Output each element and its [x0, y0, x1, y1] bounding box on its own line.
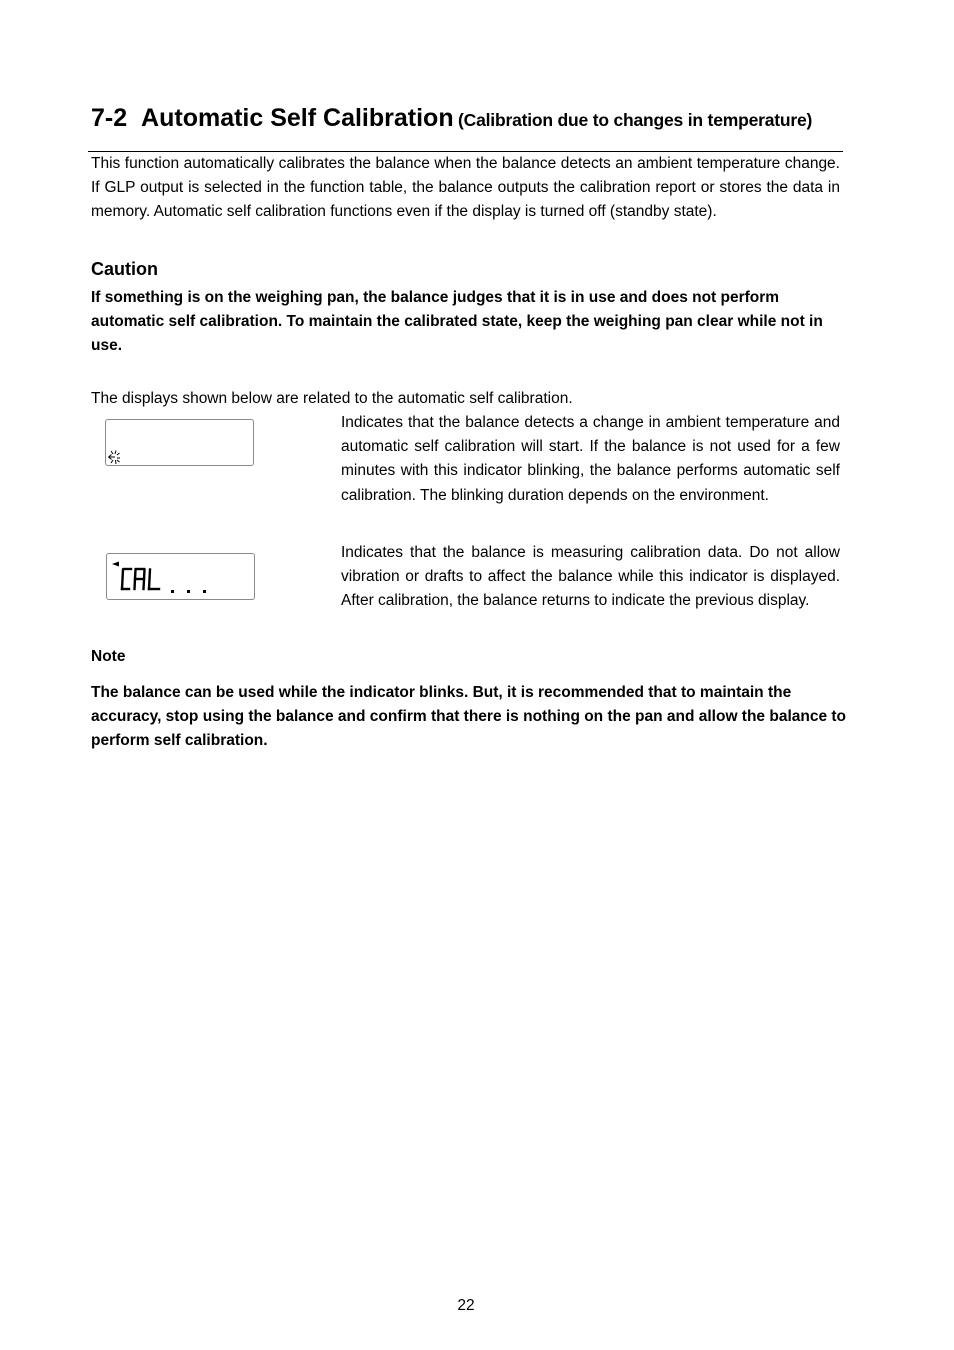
page-number: 22 [457, 1297, 475, 1314]
note-title: Note [91, 648, 126, 665]
section-number: 7-2 [91, 104, 128, 132]
caution-body: If something is on the weighing pan, the balance judges that it is in use and does not perform automatic self calibration. To maintain the calibrated state, keep the weighing pan clear while not in use. [91, 289, 823, 354]
section-title: Automatic Self Calibration [141, 104, 454, 132]
lcd-display-blinking-indicator [105, 419, 254, 466]
display-description-1: Indicates that the balance detects a change in ambient temperature and automatic self calibration will start. If the balance is not used for a few minutes with this indicator blinking, the balance performs automatic self calibration. The blinking duration depends on the environment. [341, 414, 840, 504]
display-description-2: Indicates that the balance is measuring calibration data. Do not allow vibration or drafts to affect the balance while this indicator is displayed. After calibration, the balance returns to indicate the previous display. [341, 544, 840, 610]
note-body: The balance can be used while the indicator blinks. But, it is recommended that to maintain the accuracy, stop using the balance and confirm that there is nothing on the pan and allow the balance to perform self calibration. [91, 684, 847, 749]
lcd-cal-readout [107, 554, 254, 599]
section-subtitle: (Calibration due to changes in temperature) [458, 110, 813, 130]
intro-paragraph: This function automatically calibrates the balance when the balance detects an ambient temperature change. If GLP output is selected in the function table, the balance outputs the calibration report or stores the data in memory. Automatic self calibration functions even if the display is turned off (standby state). [91, 155, 840, 220]
section-heading [91, 104, 851, 133]
blinking-calibration-indicator-icon [106, 420, 253, 465]
displays-intro: The displays shown below are related to the automatic self calibration. [91, 390, 573, 407]
caution-title: Caution [91, 259, 158, 279]
lcd-display-cal [106, 553, 255, 600]
